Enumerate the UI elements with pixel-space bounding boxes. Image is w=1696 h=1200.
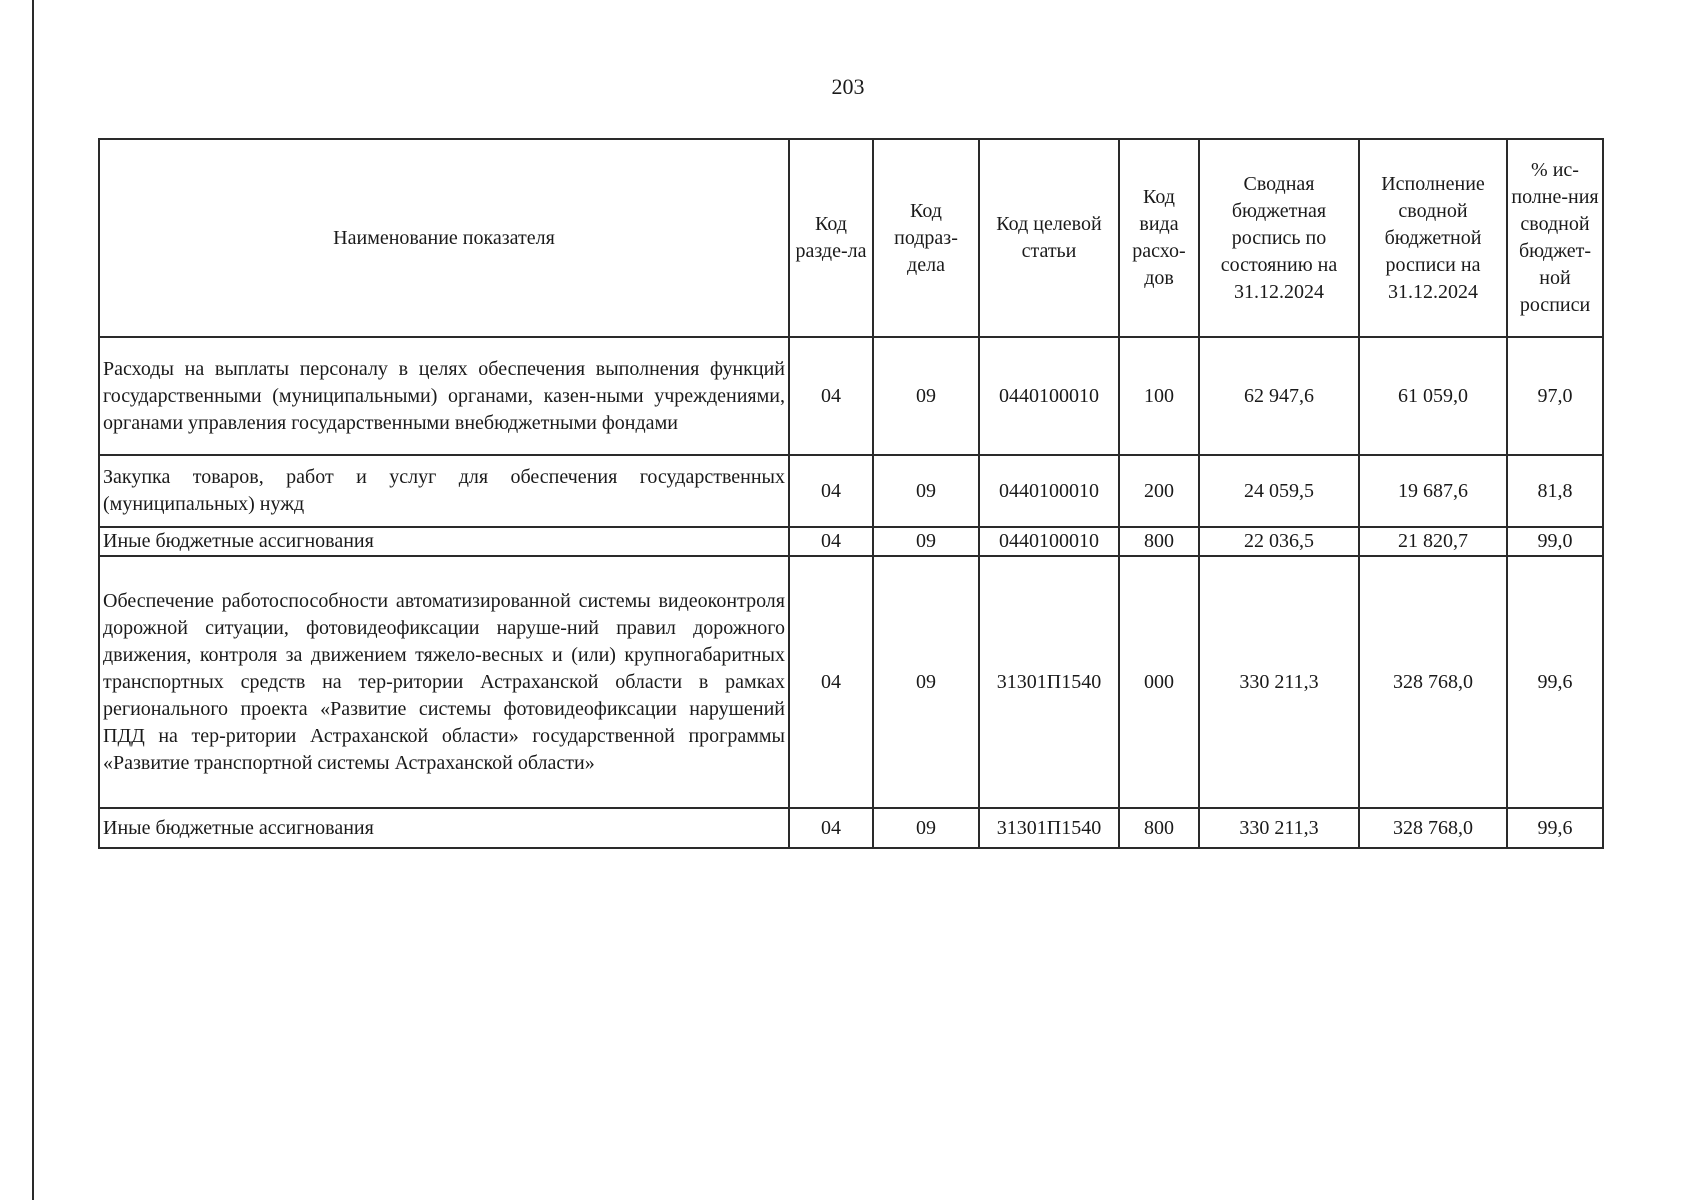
table-row [99,337,1603,455]
cell-subsection-code: 09 [873,556,979,808]
header-section-code: Код разде-ла [789,139,873,337]
header-indicator-name: Наименование показателя [99,139,789,337]
cell-expense-type-code: 800 [1119,527,1199,556]
cell-target-item-code: 31301П1540 [979,808,1119,848]
cell-section-code: 04 [789,337,873,455]
cell-consolidated-plan: 62 947,6 [1199,337,1359,455]
header-subsection-code: Код подраз-дела [873,139,979,337]
header-expense-type-code: Код вида расхо-дов [1119,139,1199,337]
page-number: 203 [831,74,865,99]
cell-consolidated-plan: 330 211,3 [1199,808,1359,848]
table-row [99,527,1603,556]
cell-target-item-code: 0440100010 [979,337,1119,455]
header-target-item-code: Код целевой статьи [979,139,1119,337]
cell-expense-type-code: 800 [1119,808,1199,848]
cell-execution: 61 059,0 [1359,337,1507,455]
cell-execution: 21 820,7 [1359,527,1507,556]
cell-subsection-code: 09 [873,808,979,848]
cell-indicator-name: Иные бюджетные ассигнования [99,527,789,556]
table-row [99,556,1603,808]
cell-indicator-name: Обеспечение работоспособности автоматизированной системы видеоконтроля дорожной ситуации, фотовидеофиксации наруше-ний правил дорожного движения, контроля за движением тяжело-весных и (или) крупногабаритных транспортных средств на тер-ритории Астраханской области в рамках регионального проекта «Развитие системы фотовидеофиксации нарушений ПДД на тер-ритории Астраханской области» государственной программы «Развитие транспортной системы Астраханской области» [99,556,789,808]
cell-execution: 19 687,6 [1359,455,1507,527]
cell-target-item-code: 31301П1540 [979,556,1119,808]
header-percent-execution: % ис-полне-ния сводной бюджет-ной росписи [1507,139,1603,337]
cell-consolidated-plan: 330 211,3 [1199,556,1359,808]
cell-consolidated-plan: 22 036,5 [1199,527,1359,556]
cell-subsection-code: 09 [873,455,979,527]
cell-percent-execution: 81,8 [1507,455,1603,527]
cell-subsection-code: 09 [873,337,979,455]
budget-execution-table [98,138,1604,849]
cell-section-code: 04 [789,527,873,556]
cell-execution: 328 768,0 [1359,556,1507,808]
cell-execution: 328 768,0 [1359,808,1507,848]
cell-indicator-name: Закупка товаров, работ и услуг для обеспечения государственных (муниципальных) нужд [99,455,789,527]
cell-subsection-code: 09 [873,527,979,556]
page-binding-line [32,0,34,1200]
cell-percent-execution: 99,0 [1507,527,1603,556]
cell-consolidated-plan: 24 059,5 [1199,455,1359,527]
cell-expense-type-code: 000 [1119,556,1199,808]
cell-indicator-name: Расходы на выплаты персоналу в целях обеспечения выполнения функций государственными (муниципальными) органами, казен-ными учреждениями, органами управления государственными внебюджетными фондами [99,337,789,455]
cell-expense-type-code: 100 [1119,337,1199,455]
cell-indicator-name: Иные бюджетные ассигнования [99,808,789,848]
cell-target-item-code: 0440100010 [979,527,1119,556]
cell-target-item-code: 0440100010 [979,455,1119,527]
cell-expense-type-code: 200 [1119,455,1199,527]
cell-percent-execution: 99,6 [1507,808,1603,848]
cell-percent-execution: 97,0 [1507,337,1603,455]
table-row [99,808,1603,848]
table-header-row [99,139,1603,337]
cell-percent-execution: 99,6 [1507,556,1603,808]
table-row [99,455,1603,527]
header-execution: Исполнение сводной бюджетной росписи на 31.12.2024 [1359,139,1507,337]
cell-section-code: 04 [789,455,873,527]
header-consolidated-plan: Сводная бюджетная роспись по состоянию на 31.12.2024 [1199,139,1359,337]
cell-section-code: 04 [789,808,873,848]
cell-section-code: 04 [789,556,873,808]
